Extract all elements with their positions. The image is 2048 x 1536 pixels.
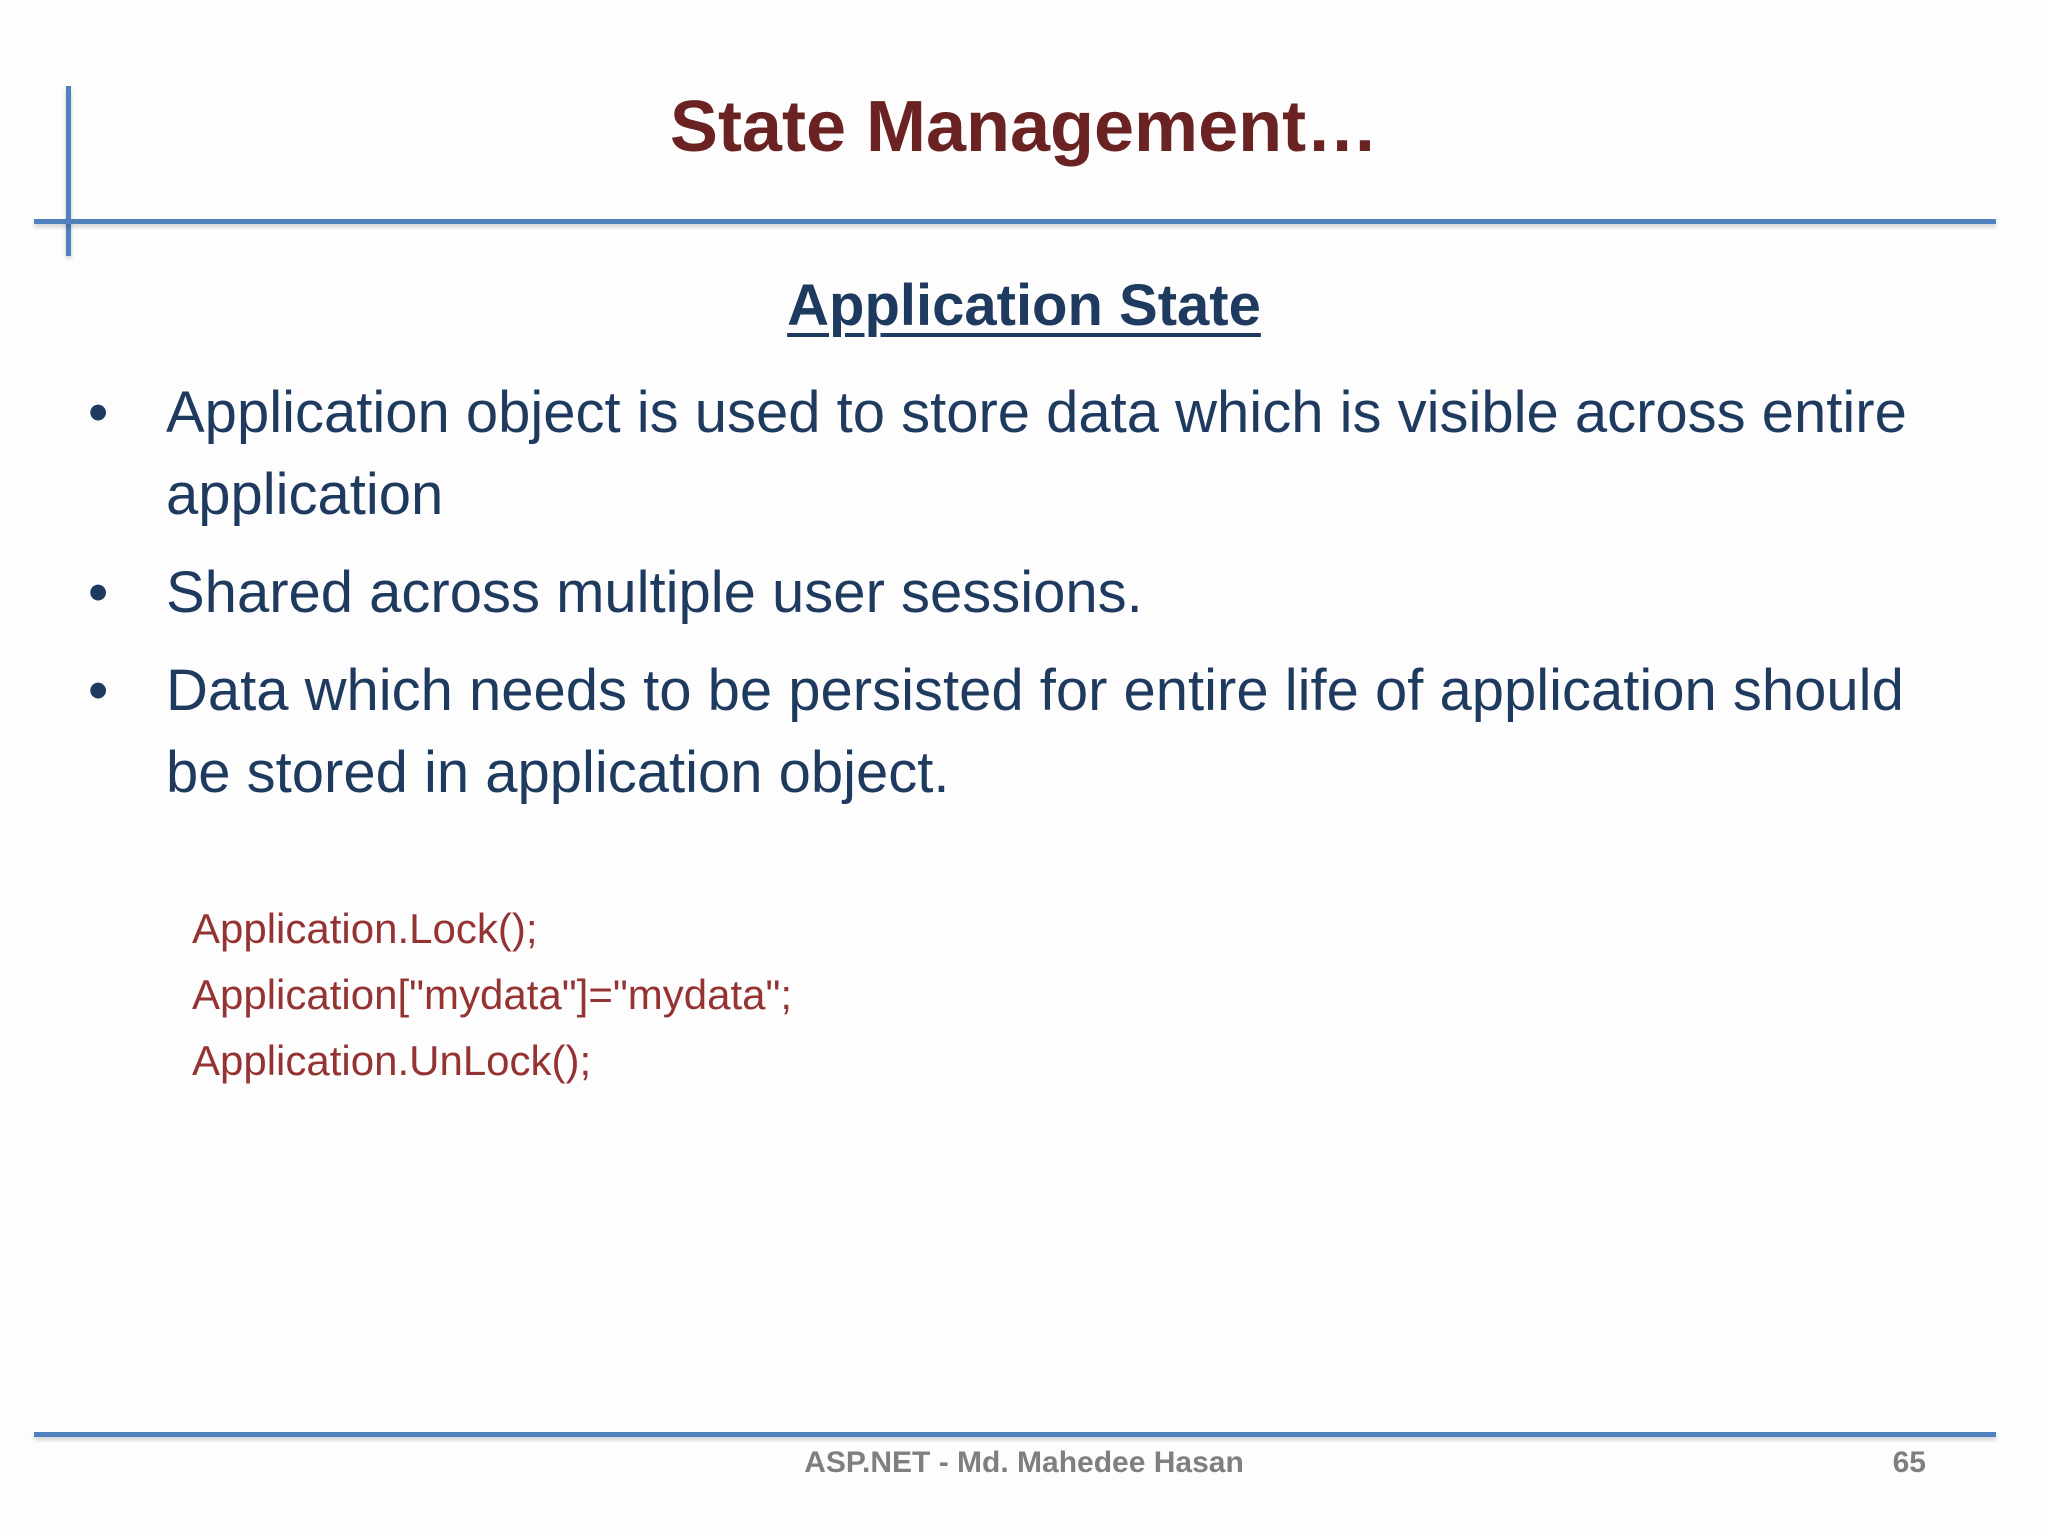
bullet-marker: •	[88, 658, 109, 723]
bullet-item	[82, 372, 1942, 536]
code-line: Application["mydata"]="mydata";	[192, 971, 793, 1018]
code-line: Application.Lock();	[192, 905, 538, 952]
section-heading: Application State	[787, 273, 1261, 338]
footer-author: ASP.NET - Md. Mahedee Hasan	[804, 1446, 1244, 1479]
slide-title: State Management…	[669, 87, 1379, 167]
bullet-text: Shared across multiple user sessions.	[166, 560, 1143, 625]
bullet-text: Data which needs to be persisted for entire life of application should be stored in application object.	[166, 658, 1904, 805]
bullet-marker: •	[88, 380, 109, 445]
footer-divider-line	[34, 1432, 1996, 1437]
bullet-marker: •	[88, 560, 109, 625]
bullet-item	[82, 650, 1942, 814]
bullet-item	[82, 552, 1942, 634]
page-number: 65	[1892, 1446, 1926, 1479]
bullet-list	[82, 372, 1942, 830]
code-line: Application.UnLock();	[192, 1037, 592, 1084]
title-divider-line	[34, 219, 1996, 224]
code-sample	[192, 896, 792, 1094]
bullet-text: Application object is used to store data which is visible across entire application	[166, 380, 1907, 527]
